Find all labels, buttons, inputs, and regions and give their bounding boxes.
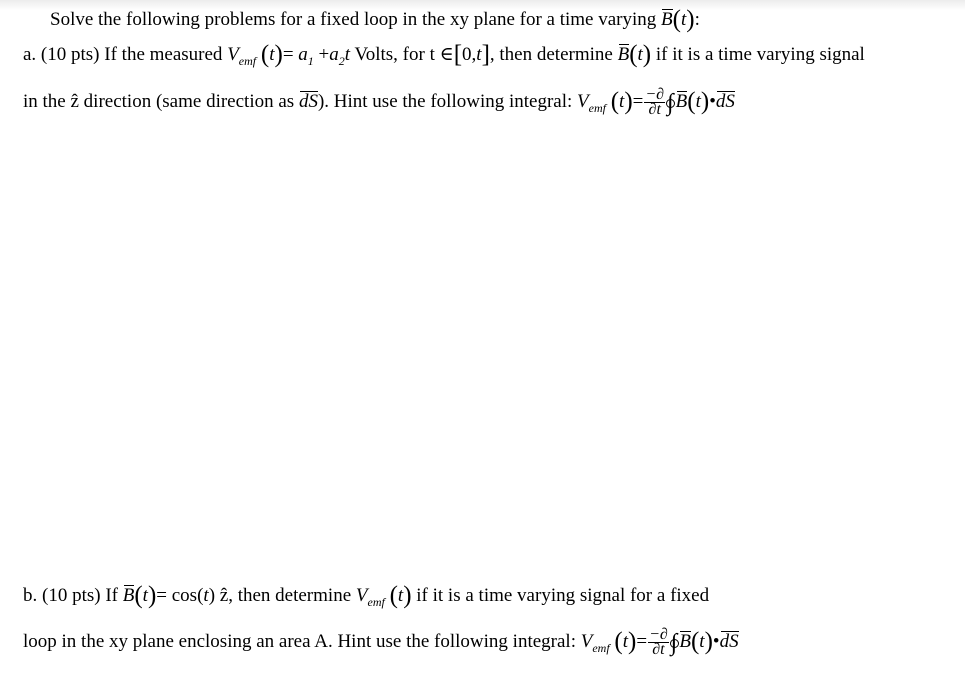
part-a-line-2: in the ẑ direction (same direction as dS). Hint use the following integral: $V_{emf}$ (t)= $\frac{-\partial}{\partial t}$ ∫ B(t)•dS <box>23 86 735 118</box>
header-b-vector: B <box>661 9 673 30</box>
part-b-line-1: b. (10 pts) If B(t)= cos(t) ẑ, then determine $V_{emf}$ (t) if it is a time varying signal for a fixed <box>23 582 710 609</box>
emf-subscript: emf <box>238 54 257 68</box>
part-b-lead: b. (10 pts) If <box>23 585 118 606</box>
part-a-lead: a. (10 pts) If the measured <box>23 44 223 65</box>
volts-text: Volts, for t <box>354 44 435 65</box>
z-hat-symbol: ẑ, <box>219 585 233 606</box>
header-text: Solve the following problems for a fixed loop in the xy plane for a time varying <box>50 9 657 30</box>
header-tail: : <box>694 9 700 30</box>
faraday-integral-b: $V_{emf}$ (t)= $\frac{-\partial}{\partial t}$ ∫ B(t)•dS <box>580 626 739 658</box>
v-emf-symbol: V <box>227 44 239 65</box>
part-a-line-1: a. (10 pts) If the measured $V_{emf}$ $(t)= a_1 +a_2t$ Volts, for t ∈[0,t], then determine B(t) if it is a time varying signal <box>23 41 865 68</box>
header-t: t <box>680 9 687 30</box>
element-of-symbol: ∈ <box>439 44 454 65</box>
ds-vector-symbol: dS <box>298 90 318 112</box>
b-vector-symbol: B <box>617 44 630 65</box>
partial-derivative-fraction: $\frac{-\partial}{\partial t}$ <box>645 86 665 118</box>
problem-header: Solve the following problems for a fixed loop in the xy plane for a time varying B(t): <box>50 6 700 33</box>
part-b-line-2: loop in the xy plane enclosing an area A. Hint use the following integral: $V_{emf}$ (t)= $\frac{-\partial}{\partial t}$ ∫ B(t)•dS <box>23 626 739 658</box>
faraday-integral-a: $V_{emf}$ (t)= $\frac{-\partial}{\partial t}$ ∫ B(t)•dS <box>577 86 735 118</box>
